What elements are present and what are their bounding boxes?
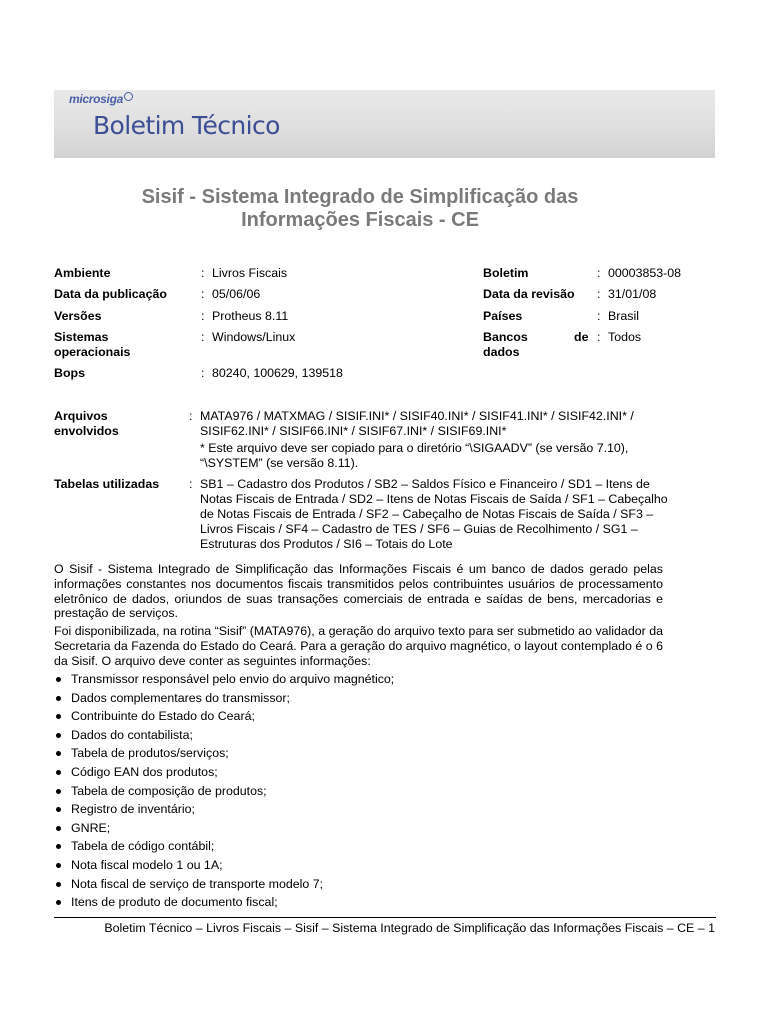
arquivos-line: SISIF62.INI* / SISIF66.INI* / SISIF67.INI* / SISIF69.INI* <box>200 424 507 438</box>
arquivos-label-line-2: envolvidos <box>54 424 119 438</box>
bullet-icon <box>56 696 61 701</box>
bullet-icon <box>56 826 61 831</box>
bancos-label-line-2: dados <box>483 345 520 359</box>
list-item: Tabela de composição de produtos; <box>54 782 394 801</box>
colon: : <box>201 309 205 323</box>
colon: : <box>597 309 601 323</box>
colon: : <box>597 330 601 344</box>
list-item: Transmissor responsável pelo envio do arquivo magnético; <box>54 670 394 689</box>
list-item: Dados complementares do transmissor; <box>54 689 394 708</box>
colon: : <box>201 287 205 301</box>
bullet-icon <box>56 844 61 849</box>
bancos-label-word-2: de <box>574 330 589 344</box>
colon: : <box>189 409 193 423</box>
list-item: Tabela de produtos/serviços; <box>54 744 394 763</box>
bullet-icon <box>56 751 61 756</box>
title-line-1: Sisif - Sistema Integrado de Simplificação das <box>141 186 579 208</box>
data-publicacao-value: 05/06/06 <box>212 287 261 301</box>
ambiente-label: Ambiente <box>54 266 111 280</box>
paises-value: Brasil <box>608 309 639 323</box>
tabelas-label: Tabelas utilizadas <box>54 477 160 491</box>
boletim-value: 00003853-08 <box>608 266 682 280</box>
list-item: Código EAN dos produtos; <box>54 763 394 782</box>
bops-label: Bops <box>54 366 85 380</box>
colon: : <box>189 477 193 491</box>
arquivos-note-line: “\SYSTEM” (se versão 8.11). <box>200 456 359 470</box>
colon: : <box>597 266 601 280</box>
bancos-label-word-1: Bancos <box>483 330 528 344</box>
tabelas-line: Livros Fiscais / SF4 – Cadastro de TES / SF6 – Guias de Recolhimento / SG1 – <box>200 522 638 536</box>
colon: : <box>201 366 205 380</box>
sistemas-label-line-2: operacionais <box>54 345 131 359</box>
logo-mark-icon <box>124 92 133 101</box>
boletim-label: Boletim <box>483 266 529 280</box>
bullet-icon <box>56 714 61 719</box>
list-item: Contribuinte do Estado do Ceará; <box>54 707 394 726</box>
data-publicacao-label: Data da publicação <box>54 287 167 301</box>
ambiente-value: Livros Fiscais <box>212 266 288 280</box>
list-item: Nota fiscal modelo 1 ou 1A; <box>54 856 394 875</box>
information-list <box>54 670 394 912</box>
colon: : <box>201 330 205 344</box>
sistemas-value: Windows/Linux <box>212 330 296 344</box>
tabelas-line: Notas Fiscais de Entrada / SD2 – Itens de Notas Fiscais de Saída / SF1 – Cabeçalho <box>200 492 668 506</box>
arquivos-note-line: * Este arquivo deve ser copiado para o diretório “\SIGAADV” (se versão 7.10), <box>200 441 629 455</box>
body-paragraph-2: Foi disponibilizada, na rotina “Sisif” (MATA976), a geração do arquivo texto para ser submetido ao validador da Secretaria da Fazenda do Estado do Ceará. Para a geração do arquivo magnético, o layout contemplado é o 6 da Sisif. O arquivo deve conter as seguintes informações: <box>54 624 663 668</box>
bullet-icon <box>56 677 61 682</box>
data-revisao-value: 31/01/08 <box>608 287 657 301</box>
bullet-icon <box>56 789 61 794</box>
data-revisao-label: Data da revisão <box>483 287 575 301</box>
document-title <box>60 186 660 232</box>
tabelas-line: Estruturas dos Produtos / SI6 – Totais do Lote <box>200 537 453 551</box>
paises-label: Países <box>483 309 523 323</box>
list-item: Dados do contabilista; <box>54 726 394 745</box>
bullet-icon <box>56 733 61 738</box>
bullet-icon <box>56 807 61 812</box>
tabelas-line: de Notas Fiscais de Entrada / SF2 – Cabeçalho de Notas Fiscais de Saída / SF3 – <box>200 507 654 521</box>
arquivos-label-line-1: Arquivos <box>54 409 108 423</box>
list-item: GNRE; <box>54 819 394 838</box>
bops-value: 80240, 100629, 139518 <box>212 366 343 380</box>
footer-divider <box>54 917 716 918</box>
bulletin-title: Boletim Técnico <box>93 111 280 140</box>
list-item: Itens de produto de documento fiscal; <box>54 893 394 912</box>
bullet-icon <box>56 863 61 868</box>
page-footer: Boletim Técnico – Livros Fiscais – Sisif – Sistema Integrado de Simplificação das Informações Fiscais – CE – 1 <box>104 921 715 935</box>
versoes-value: Protheus 8.11 <box>212 309 289 323</box>
bullet-icon <box>56 770 61 775</box>
title-line-2: Informações Fiscais - CE <box>241 209 479 231</box>
bullet-icon <box>56 900 61 905</box>
bancos-value: Todos <box>608 330 642 344</box>
list-item: Nota fiscal de serviço de transporte modelo 7; <box>54 875 394 894</box>
tabelas-line: SB1 – Cadastro dos Produtos / SB2 – Saldos Físico e Financeiro / SD1 – Itens de <box>200 477 650 491</box>
body-paragraph-1: O Sisif - Sistema Integrado de Simplificação das Informações Fiscais é um banco de dados gerado pelas informações constantes nos documentos fiscais transmitidos pelos contribuintes usuários de processamento eletrônico de dados, oriundos de suas transações comerciais de entrada e saídas de bens, mercadorias e prestação de serviços. <box>54 562 663 621</box>
arquivos-line: MATA976 / MATXMAG / SISIF.INI* / SISIF40.INI* / SISIF41.INI* / SISIF42.INI* / <box>200 409 634 423</box>
sistemas-label-line-1: Sistemas <box>54 330 109 344</box>
colon: : <box>597 287 601 301</box>
colon: : <box>201 266 205 280</box>
list-item: Registro de inventário; <box>54 800 394 819</box>
header-band <box>54 90 715 158</box>
company-logo: microsiga <box>69 92 133 106</box>
bullet-icon <box>56 882 61 887</box>
versoes-label: Versões <box>54 309 102 323</box>
list-item: Tabela de código contábil; <box>54 837 394 856</box>
